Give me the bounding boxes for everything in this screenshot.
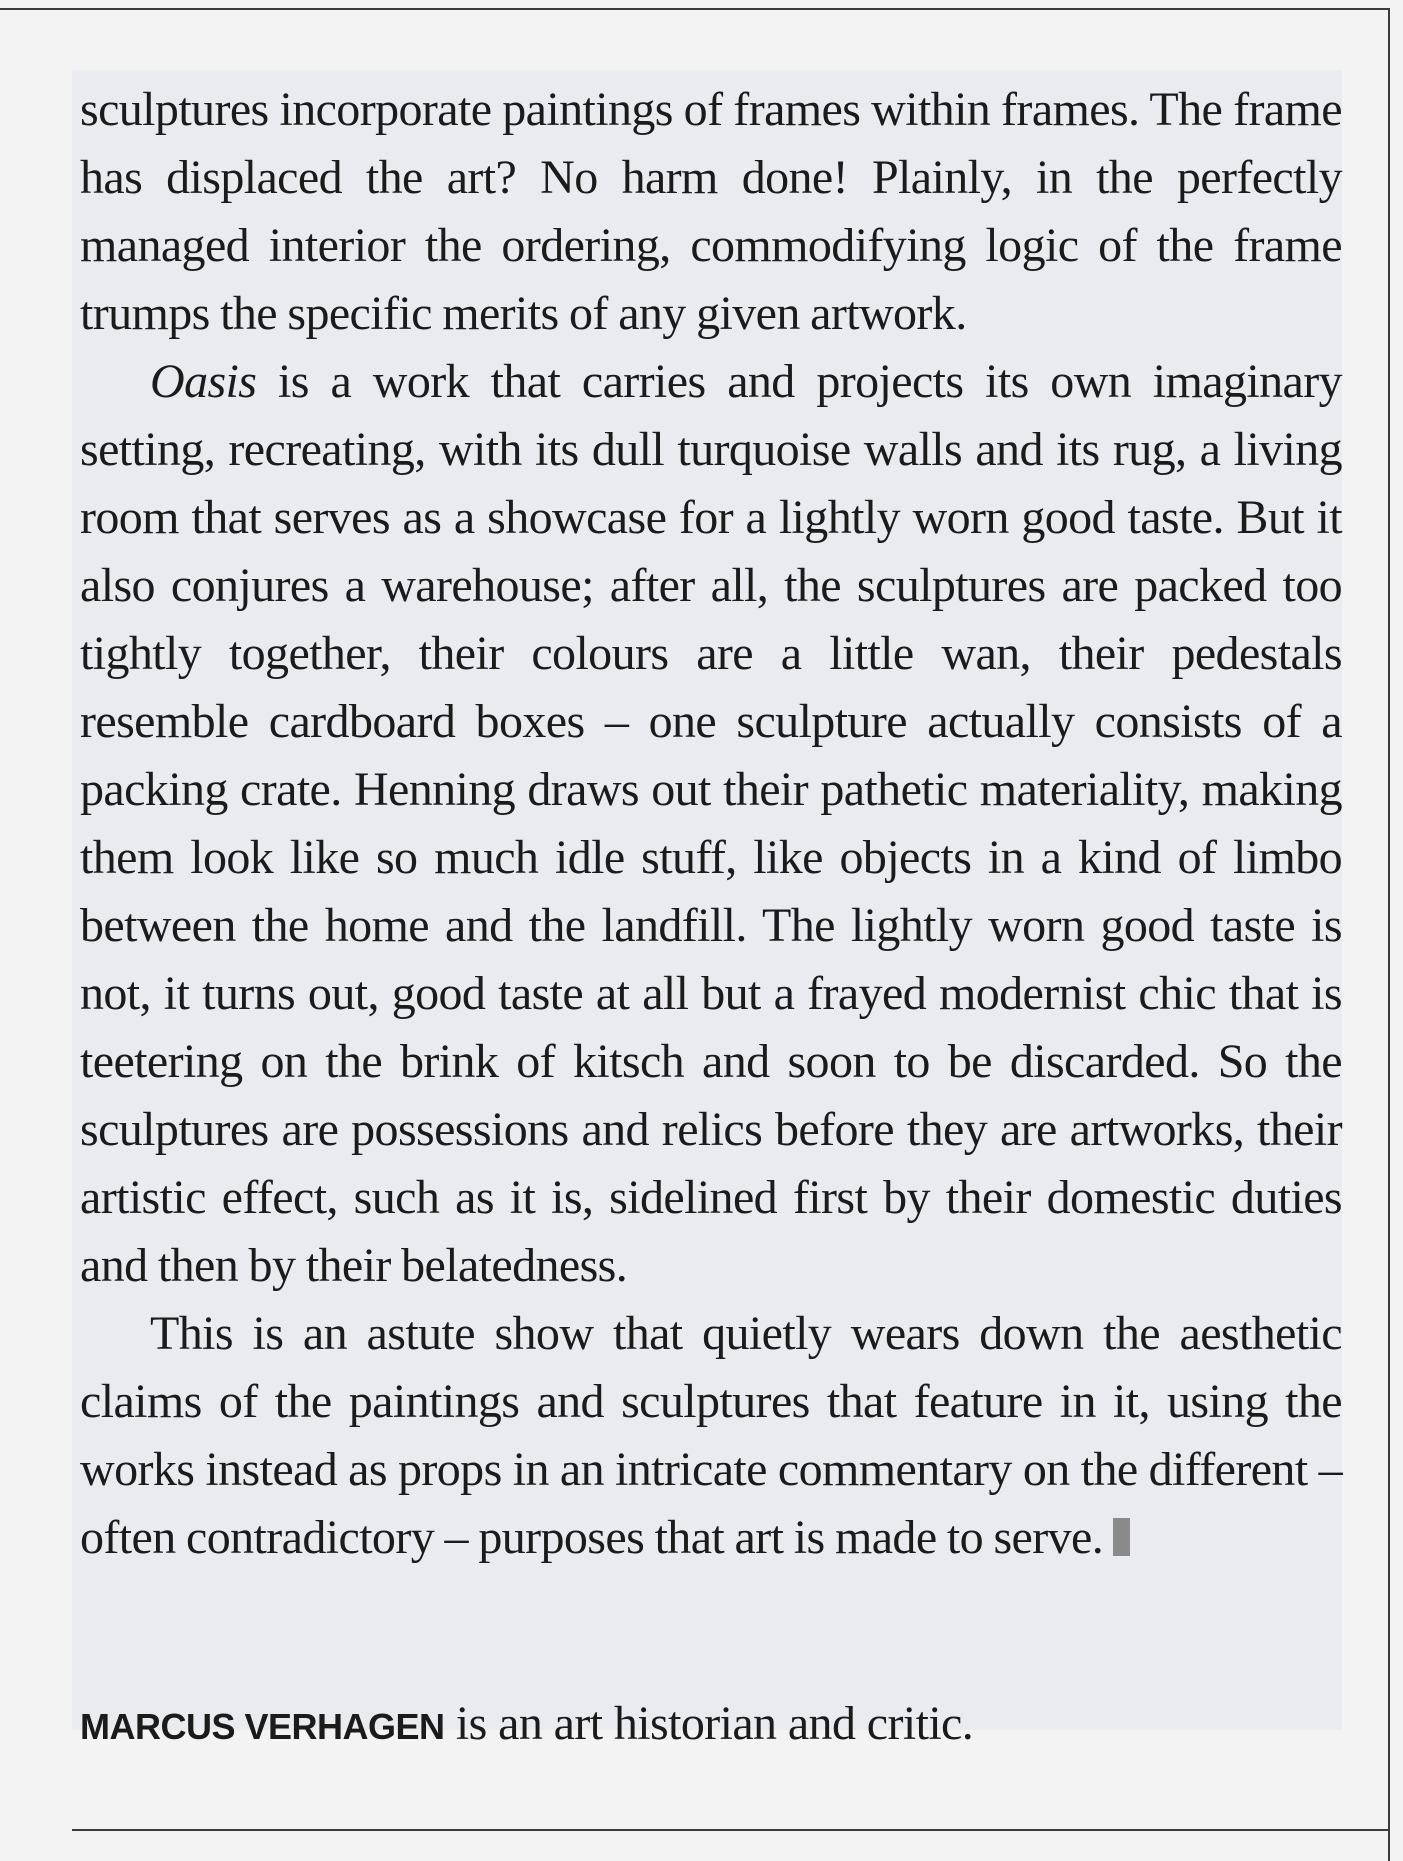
author-bio-text: is an art historian and critic. xyxy=(444,1697,974,1750)
paragraph-2 xyxy=(80,348,1342,1300)
right-rule xyxy=(1388,8,1390,1861)
paragraph-3-text: This is an astute show that quietly wears down the aesthetic claims of the paintings and sculptures that feature in it, using the works instead as props in an intricate commentary on the different – often contradictory – purposes that art is made to serve. xyxy=(80,1307,1342,1564)
article-body xyxy=(80,76,1342,1572)
paragraph-2-text: is a work that carries and projects its own imaginary setting, recreating, with its dull turquoise walls and its rug, a living room that serves as a showcase for a lightly worn good taste. But it also conjures a warehouse; after all, the sculptures are packed too tightly together, their colours are a little wan, their pedestals resemble cardboard boxes – one sculpture actually consists of a packing crate. Henning draws out their pathetic materiality, making them look like so much idle stuff, like objects in a kind of limbo between the home and the landfill. The lightly worn good taste is not, it turns out, good taste at all but a frayed modernist chic that is teetering on the brink of kitsch and soon to be discarded. So the sculptures are possessions and relics before they are artworks, their artistic effect, such as it is, sidelined first by their domestic duties and then by their belatedness. xyxy=(80,355,1342,1292)
bottom-rule xyxy=(72,1829,1388,1831)
author-bio xyxy=(80,1690,1342,1761)
top-rule xyxy=(0,8,1390,10)
end-of-article-icon xyxy=(1113,1518,1130,1556)
artwork-title: Oasis xyxy=(150,355,257,408)
paragraph-3 xyxy=(80,1300,1342,1572)
paragraph-1: sculptures incorporate paintings of frames within frames. The frame has displaced the art? No harm done! Plainly, in the perfectly managed interior the ordering, commodifying logic of the frame trumps the specific merits of any given artwork. xyxy=(80,83,1342,340)
author-name: MARCUS VERHAGEN xyxy=(80,1706,445,1747)
